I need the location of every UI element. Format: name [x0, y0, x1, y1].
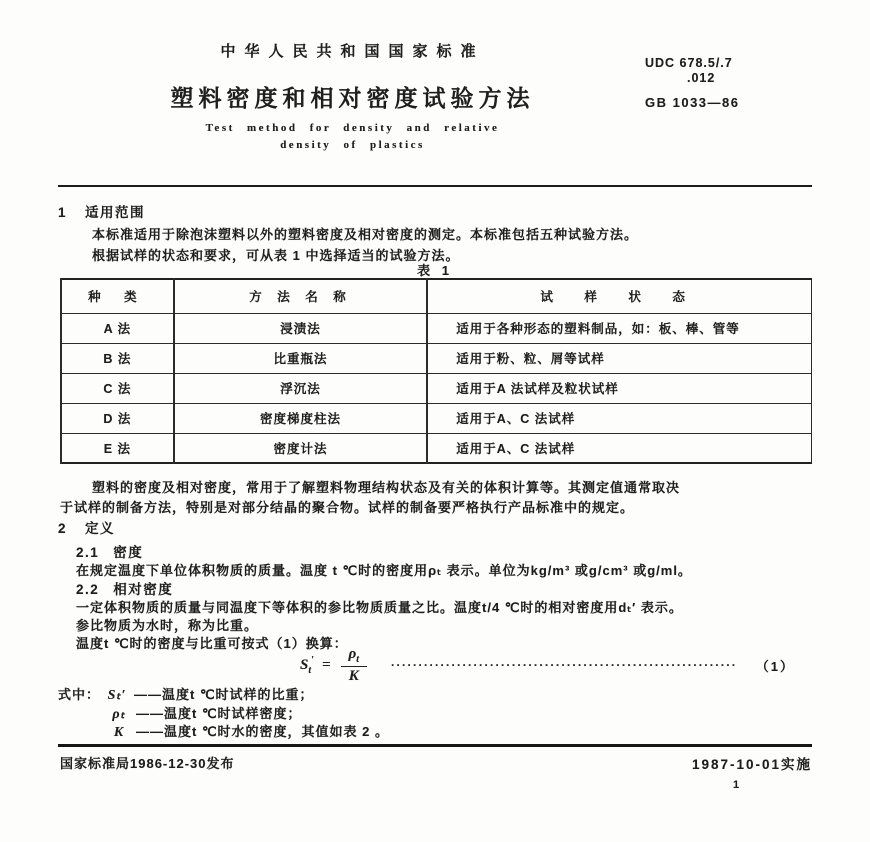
section-2-heading: [58, 517, 115, 537]
symbol-water-density: K: [113, 725, 125, 740]
section-1-number: 1: [58, 205, 68, 220]
cell-method: 浸渍法: [174, 313, 427, 343]
fraction: [341, 646, 368, 685]
footer-divider-rule: [58, 744, 812, 747]
cell-type: B 法: [61, 343, 174, 373]
equals-sign: =: [321, 656, 331, 673]
document-title-en-line2: density of plastics: [280, 139, 425, 151]
column-header-type: 种 类: [61, 279, 174, 313]
where-clause-row: [58, 703, 302, 723]
section-2-1-heading: [76, 541, 143, 561]
symbol-specific-gravity: Sₜ′: [107, 688, 127, 703]
classification-block: [645, 56, 820, 110]
section-2-title: 定义: [85, 521, 116, 536]
page-number: 1: [733, 779, 740, 791]
cell-state: 适用于各种形态的塑料制品，如：板、棒、管等: [427, 313, 811, 343]
section-2-1-number: 2.1: [76, 545, 100, 560]
cell-method: 密度计法: [174, 433, 427, 463]
section-2-2-title: 相对密度: [113, 582, 174, 597]
section-2-2-number: 2.2: [76, 582, 100, 597]
cell-method: 浮沉法: [174, 373, 427, 403]
document-title-en-line1: Test method for density and relative: [205, 122, 500, 134]
table-row: [61, 373, 812, 403]
cell-state: 适用于A、C 法试样: [427, 433, 811, 463]
fraction-numerator: $\rho_t$: [341, 646, 368, 667]
cell-method: 比重瓶法: [174, 343, 427, 373]
standard-number: GB 1033—86: [645, 95, 740, 110]
udc-number-line1: UDC 678.5/.7: [645, 56, 733, 70]
cell-type: C 法: [61, 373, 174, 403]
effective-date-text: 1987-10-01实施: [691, 757, 812, 772]
column-header-sample-state: 试 样 状 态: [427, 279, 811, 313]
country-standard-line: 中华人民共和国国家标准: [220, 43, 485, 60]
section-1-heading: [58, 201, 145, 221]
cell-type: A 法: [61, 313, 174, 343]
cell-state: 适用于A 法试样及粒状试样: [427, 373, 811, 403]
issue-date-text: 国家标准局1986-12-30发布: [60, 756, 235, 771]
header-divider-rule: [58, 185, 812, 187]
section-2-number: 2: [58, 521, 68, 536]
symbol-density: ρₜ: [112, 707, 126, 722]
specific-gravity-formula: [300, 644, 795, 686]
symbol-description: ——温度t ℃时试样的比重；: [134, 687, 314, 702]
cell-state: 适用于粉、粒、屑等试样: [427, 343, 811, 373]
table-row: [61, 403, 812, 433]
fraction-denominator: K: [348, 667, 359, 684]
dot-leader: ·······························································: [391, 658, 738, 672]
density-usage-paragraph-line2: 于试样的制备方法，特别是对部分结晶的聚合物。试样的制备要严格执行产品标准中的规定。: [60, 500, 635, 515]
table-row: [61, 343, 812, 373]
cell-state: 适用于A、C 法试样: [427, 403, 811, 433]
scope-paragraph-line2: 根据试样的状态和要求，可从表 1 中选择适当的试验方法。: [92, 248, 460, 263]
density-definition-text: 在规定温度下单位体积物质的质量。温度 t ℃时的密度用ρₜ 表示。单位为kg/m³ 或g/cm³ 或g/ml。: [76, 563, 692, 578]
scope-paragraph-line1: 本标准适用于除泡沫塑料以外的塑料密度及相对密度的测定。本标准包括五种试验方法。: [92, 227, 639, 242]
document-title-cn: 塑料密度和相对密度试验方法: [170, 85, 535, 111]
density-usage-paragraph-line1: 塑料的密度及相对密度，常用于了解塑料物理结构状态及有关的体积计算等。其测定值通常取决: [92, 480, 681, 495]
table-1-caption: 表 1: [417, 263, 453, 278]
relative-density-definition-line1: 一定体积物质的质量与同温度下等体积的参比物质质量之比。温度t/4 ℃时的相对密度用dₜ′ 表示。: [76, 600, 683, 615]
section-1-title: 适用范围: [85, 205, 146, 220]
table-row: [61, 313, 812, 343]
equation-number: （1）: [755, 658, 795, 674]
section-2-2-heading: [76, 578, 173, 598]
relative-density-definition-line2: 参比物质为水时，称为比重。: [76, 618, 259, 633]
udc-number-line2: .012: [687, 71, 716, 85]
where-lead: 式中：: [58, 687, 101, 702]
method-selection-table: [60, 278, 812, 464]
where-clause-row: [58, 684, 314, 704]
formula-lhs: $S_t'$: [300, 654, 314, 676]
where-clause-row: [58, 721, 389, 741]
cell-type: D 法: [61, 403, 174, 433]
column-header-method-name: 方 法 名 称: [174, 279, 427, 313]
table-row: [61, 433, 812, 463]
symbol-description: ——温度t ℃时试样密度；: [136, 706, 302, 721]
cell-type: E 法: [61, 433, 174, 463]
section-2-1-title: 密度: [113, 545, 144, 560]
cell-method: 密度梯度柱法: [174, 403, 427, 433]
symbol-description: ——温度t ℃时水的密度，其值如表 2 。: [136, 724, 389, 739]
conversion-intro-line: 温度t ℃时的密度与比重可按式（1）换算：: [76, 636, 348, 651]
table-header-row: [61, 279, 812, 313]
